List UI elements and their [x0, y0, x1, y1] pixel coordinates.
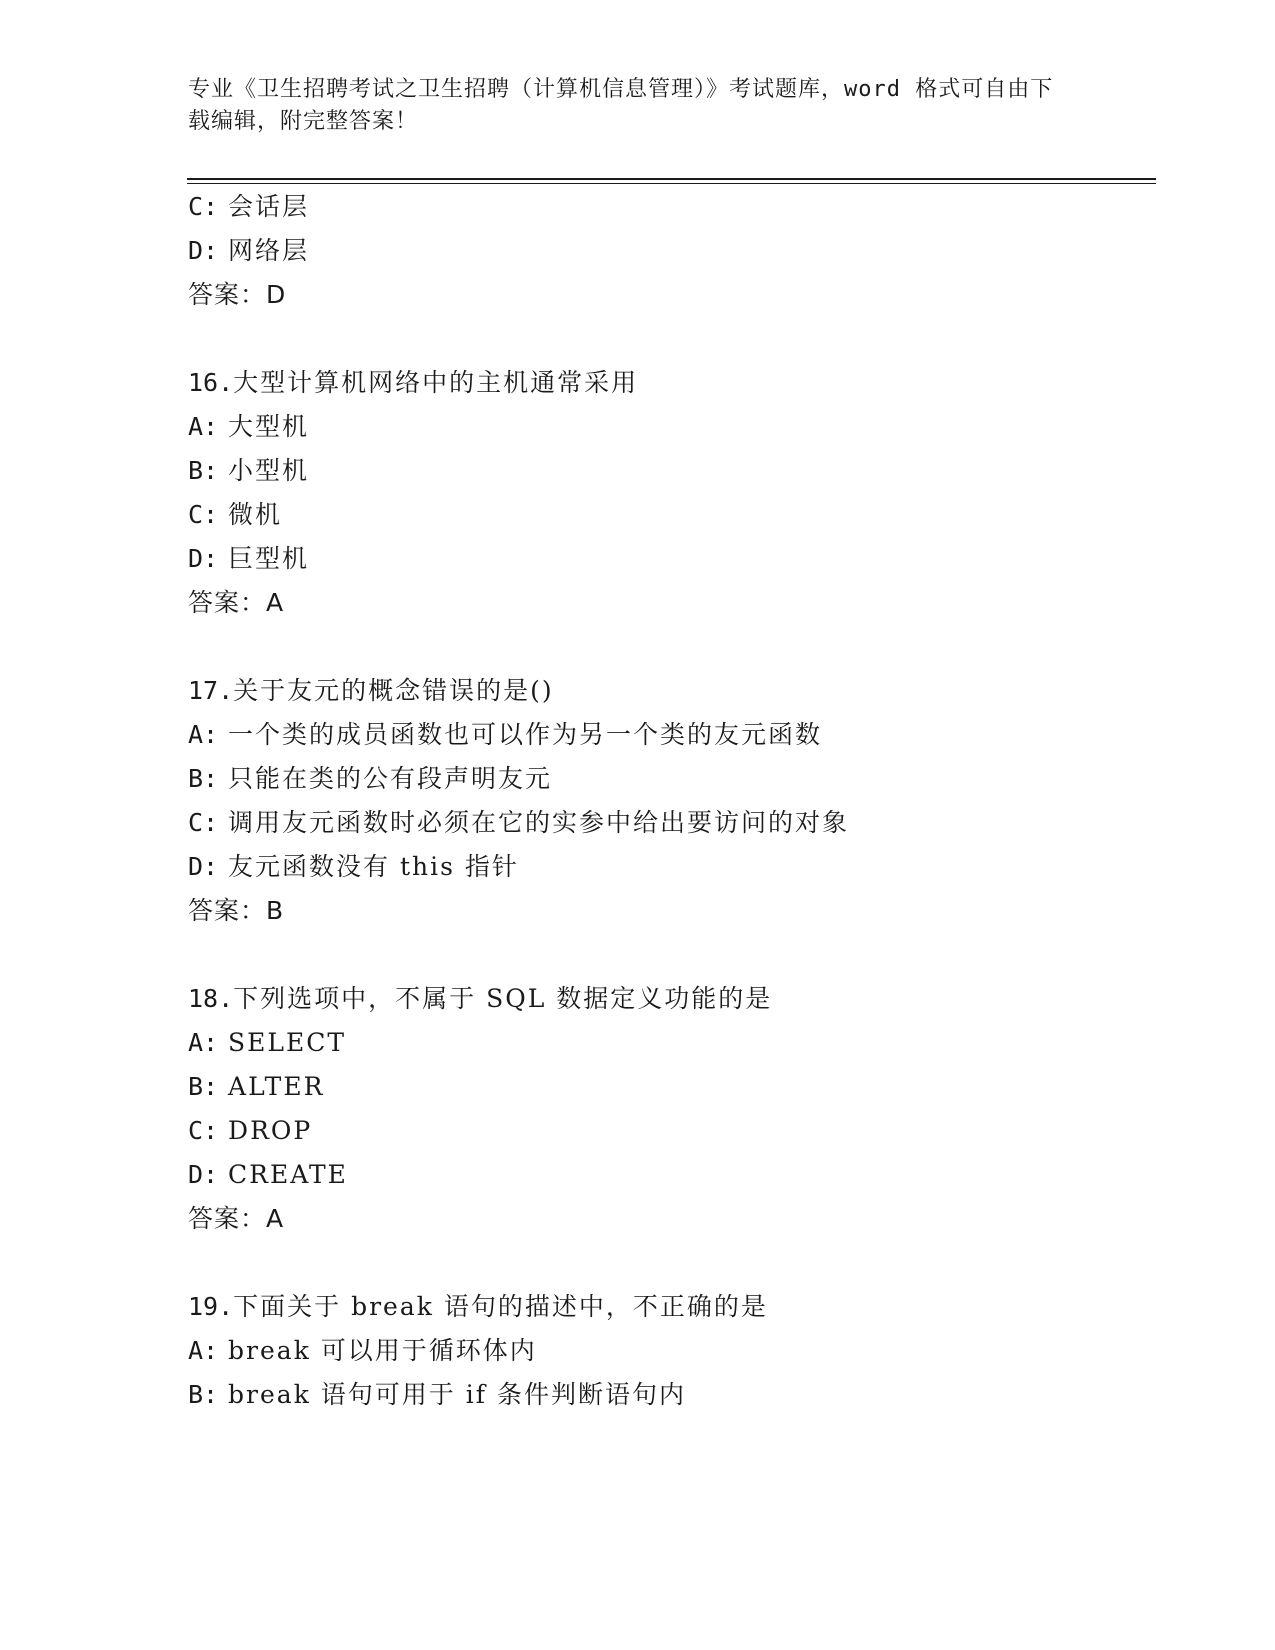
q16-option-b: B: 小型机 [188, 456, 310, 485]
q18-question: 18.下列选项中，不属于 SQL 数据定义功能的是 [188, 984, 773, 1013]
q15-option-c: C: 会话层 [188, 192, 310, 221]
q17-option-a: A: 一个类的成员函数也可以作为另一个类的友元函数 [188, 720, 823, 749]
q17-option-c: C: 调用友元函数时必须在它的实参中给出要访问的对象 [188, 808, 850, 837]
q16-option-c: C: 微机 [188, 500, 283, 529]
q18-option-c: C: DROP [188, 1116, 313, 1145]
q18-option-b: B: ALTER [188, 1072, 325, 1101]
q16-answer: 答案：A [188, 588, 285, 617]
q15-answer: 答案：D [188, 280, 287, 309]
q16-option-d: D: 巨型机 [188, 544, 310, 573]
header-divider-thick [187, 178, 1156, 180]
q17-answer: 答案：B [188, 896, 285, 925]
q19-option-b: B: break 语句可用于 if 条件判断语句内 [188, 1380, 686, 1409]
header-divider-thin [187, 183, 1156, 184]
document-header: 专业《卫生招聘考试之卫生招聘（计算机信息管理）》考试题库，word 格式可自由下载编辑，附完整答案！ [188, 77, 1054, 134]
q15-option-d: D: 网络层 [188, 236, 310, 265]
q17-question: 17.关于友元的概念错误的是() [188, 676, 554, 705]
q17-option-b: B: 只能在类的公有段声明友元 [188, 764, 553, 793]
q16-question: 16.大型计算机网络中的主机通常采用 [188, 368, 639, 397]
q19-question: 19.下面关于 break 语句的描述中，不正确的是 [188, 1292, 768, 1321]
q17-option-d: D: 友元函数没有 this 指针 [188, 852, 519, 881]
q18-option-a: A: SELECT [188, 1028, 347, 1057]
q18-option-d: D: CREATE [188, 1160, 348, 1189]
q18-answer: 答案：A [188, 1204, 285, 1233]
q19-option-a: A: break 可以用于循环体内 [188, 1336, 537, 1365]
q16-option-a: A: 大型机 [188, 412, 310, 441]
